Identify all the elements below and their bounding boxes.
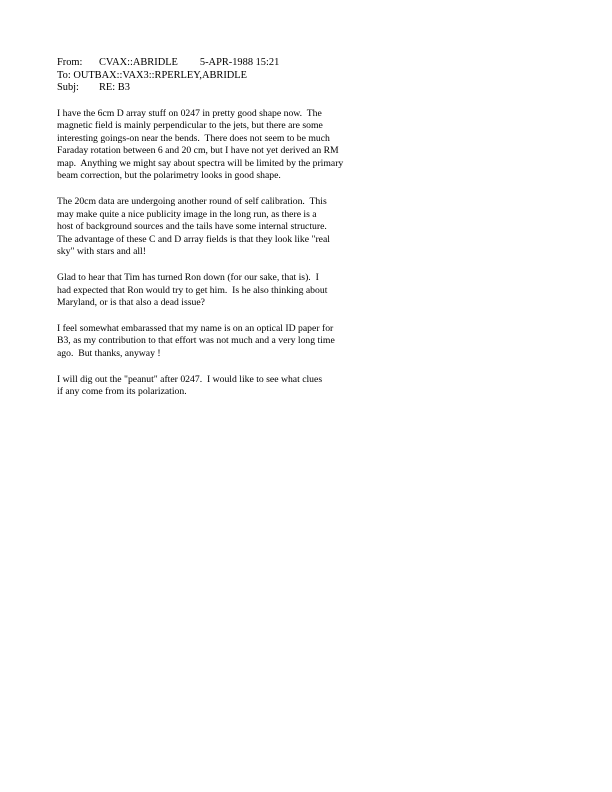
paragraph-4 xyxy=(57,323,557,361)
text-line: if any come from its polarization. xyxy=(57,386,187,398)
text-line: map. Anything we might say about spectra will be limited by the primary xyxy=(57,157,344,169)
text-line: sky" with stars and all! xyxy=(57,246,146,258)
from-line xyxy=(57,57,557,70)
paragraph-1 xyxy=(57,108,557,184)
paragraph-3 xyxy=(57,272,557,310)
from-label: From: xyxy=(57,57,83,68)
subject-label: Subj: xyxy=(57,82,79,93)
text-line: The 20cm data are undergoing another round of self calibration. This xyxy=(57,196,327,208)
paragraph-5 xyxy=(57,374,557,399)
text-line: had expected that Ron would try to get him. Is he also thinking about xyxy=(57,284,328,296)
text-line: Glad to hear that Tim has turned Ron down (for our sake, that is). I xyxy=(57,272,319,284)
text-line: Maryland, or is that also a dead issue? xyxy=(57,297,205,309)
text-line: I have the 6cm D array stuff on 0247 in pretty good shape now. The xyxy=(57,107,322,119)
text-line: I feel somewhat embarassed that my name is on an optical ID paper for xyxy=(57,322,334,334)
text-line: magnetic field is mainly perpendicular to the jets, but there are some xyxy=(57,120,323,132)
text-line: The advantage of these C and D array fields is that they look like "real xyxy=(57,233,330,245)
to-line xyxy=(57,70,557,83)
text-line: B3, as my contribution to that effort was not much and a very long time xyxy=(57,335,335,347)
subject-value: RE: B3 xyxy=(99,82,130,93)
paragraph-2 xyxy=(57,196,557,259)
from-date: 5-APR-1988 15:21 xyxy=(199,57,280,68)
text-line: host of background sources and the tails have some internal structure. xyxy=(57,221,327,233)
text-line: ago. But thanks, anyway ! xyxy=(57,348,161,359)
to-value: OUTBAX::VAX3::RPERLEY,ABRIDLE xyxy=(73,69,247,81)
text-line: beam correction, but the polarimetry looks in good shape. xyxy=(57,170,281,182)
text-line: may make quite a nice publicity image in the long run, as there is a xyxy=(57,208,317,220)
text-line: I will dig out the "peanut" after 0247. I would like to see what clues xyxy=(57,373,323,385)
memo-header xyxy=(57,57,557,95)
to-label: To: xyxy=(57,69,71,81)
subject-line xyxy=(57,82,557,95)
memo-page xyxy=(57,57,557,399)
text-line: interesting goings-on near the bends. There does not seem to be much xyxy=(57,132,330,144)
from-value: CVAX::ABRIDLE xyxy=(99,57,178,68)
text-line: Faraday rotation between 6 and 20 cm, but I have not yet derived an RM xyxy=(57,145,339,157)
